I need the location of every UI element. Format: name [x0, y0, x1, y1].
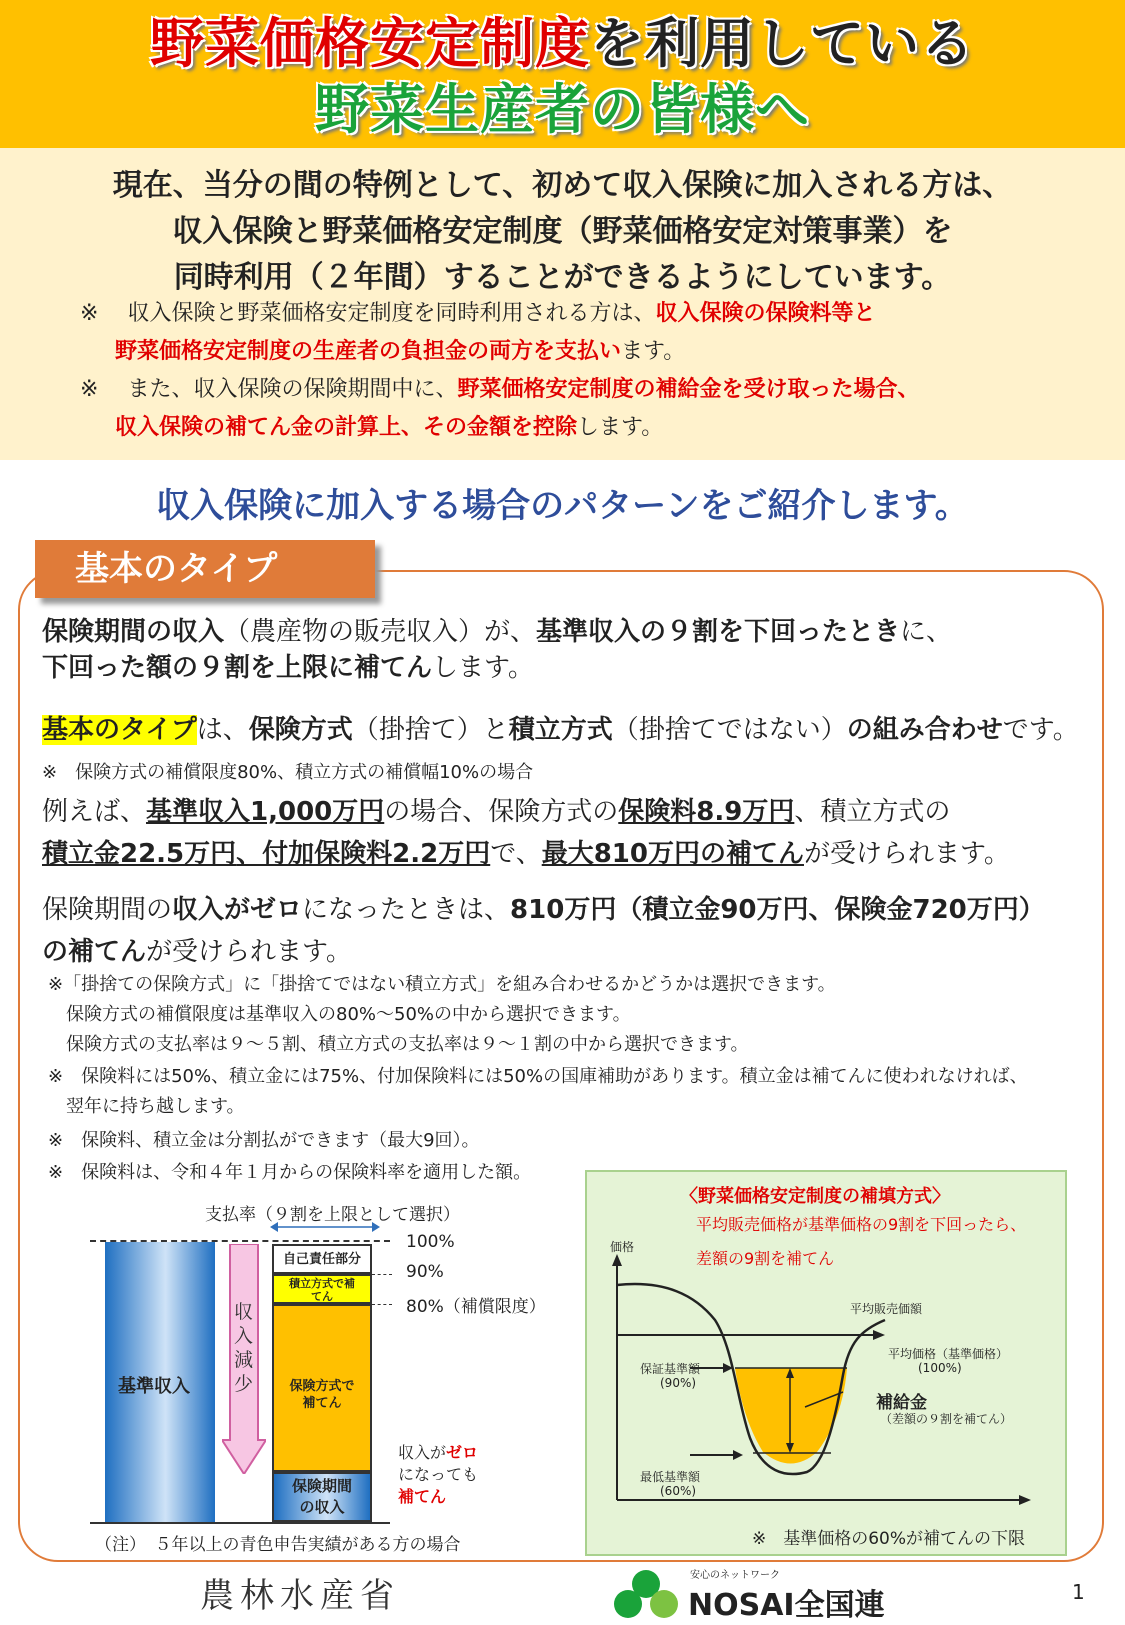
vege-hosho-pct: (90%): [660, 1376, 697, 1390]
basic-para-2: 基本のタイプは、保険方式（掛捨て）と積立方式（掛捨てではない）の組み合わせです。: [42, 715, 1079, 745]
title-highlight: 野菜価格安定制度: [150, 12, 590, 75]
basic-note-list-0: ※「掛捨ての保険方式」に「掛捨てではない積立方式」を組み合わせるかどうかは選択できます。: [48, 974, 836, 995]
vege-avg-label: 平均販売価額: [850, 1302, 923, 1316]
page-number: 1: [1072, 1580, 1085, 1604]
decrease-label: 収入減少: [234, 1301, 254, 1395]
basic-note-list-1: 保険方式の補償限度は基準収入の80%～50%の中から選択できます。: [48, 1004, 631, 1025]
bar-baseline: [90, 1522, 390, 1524]
basic-note-1: ※ 保険方式の補償限度80%、積立方式の補償幅10%の場合: [42, 762, 534, 783]
zero-label: 収入がゼロ になっても 補てん: [398, 1443, 479, 1506]
basic-note-list-4: 翌年に持ち越します。: [48, 1096, 245, 1117]
label-90: 90%: [406, 1262, 444, 1282]
basic-note-list-5: ※ 保険料、積立金は分割払ができます（最大9回）。: [48, 1130, 480, 1151]
intro-line-2: 収入保険と野菜価格安定制度（野菜価格安定対策事業）を: [172, 214, 953, 249]
basic-example-b: 積立金22.5万円、付加保険料2.2万円で、最大810万円の補てんが受けられます。: [42, 839, 1010, 869]
vege-desc-2: 差額の9割を補てん: [696, 1249, 835, 1268]
vege-desc-1: 平均販売価格が基準価格の9割を下回ったら、: [696, 1215, 1027, 1234]
vege-std-label: 平均価格（基準価格）: [888, 1347, 1009, 1361]
intro-note-2: ※ また、収入保険の保険期間中に、野菜価格安定制度の補給金を受け取った場合、: [80, 377, 920, 402]
vege-hosho-label: 保証基準額: [640, 1362, 701, 1376]
payrate-label: 支払率（９割を上限として選択）: [205, 1205, 460, 1225]
vege-kyufu-label: 補給金: [876, 1393, 927, 1413]
vege-yaxis-label: 価格: [610, 1240, 635, 1254]
base-income-label: 基準収入: [118, 1376, 190, 1397]
title-rest: を利用している: [590, 12, 975, 75]
tsumitate-box: 積立方式で補てん: [272, 1274, 372, 1304]
header-title: [0, 14, 1125, 74]
basic-para-1b: 下回った額の９割を上限に補てんします。: [42, 653, 534, 683]
ministry-logo: 農林水産省: [200, 1576, 400, 1616]
basic-note-list-3: ※ 保険料には50%、積立金には75%、付加保険料には50%の国庫補助があります。積立金は補てんに使われなければ、: [48, 1066, 1028, 1087]
basic-para-1: 保険期間の収入（農産物の販売収入）が、基準収入の９割を下回ったときに、: [42, 617, 953, 647]
vege-note: ※ 基準価格の60%が補てんの下限: [752, 1529, 1026, 1549]
label-80: 80%（補償限度）: [406, 1297, 546, 1317]
hoken-box: 保険方式で補てん: [272, 1304, 372, 1472]
vege-kyufu-sub: （差額の９割を補てん）: [880, 1412, 1013, 1426]
basic-note-list-2: 保険方式の支払率は９～５割、積立方式の支払率は９～１割の中から選択できます。: [48, 1034, 749, 1055]
header-subtitle: [0, 80, 1125, 140]
self-responsibility-box: 自己責任部分: [272, 1244, 372, 1274]
vege-title: 〈野菜価格安定制度の補填方式〉: [680, 1186, 950, 1207]
header-banner: [0, 0, 1125, 148]
nosai-tagline: 安心のネットワーク: [690, 1570, 780, 1581]
intro-note-2b: 収入保険の補てん金の計算上、その金額を控除します。: [115, 415, 664, 440]
vege-std-pct: (100%): [918, 1361, 962, 1375]
intro-note-1b: 野菜価格安定制度の生産者の負担金の両方を支払います。: [115, 339, 686, 364]
tick-80: [372, 1304, 392, 1305]
vege-saitei-label: 最低基準額: [640, 1470, 701, 1484]
basic-zero-b: の補てんが受けられます。: [42, 937, 352, 967]
tick-90: [372, 1274, 392, 1275]
subtitle-rest: の皆様へ: [590, 78, 810, 141]
vege-saitei-pct: (60%): [660, 1484, 697, 1498]
nosai-logo: NOSAI全国連: [688, 1588, 885, 1623]
payrate-arrow: [270, 1220, 380, 1234]
basic-zero: 保険期間の収入がゼロになったときは、810万円（積立金90万円、保険金720万円）: [42, 895, 1045, 925]
basic-note-list-6: ※ 保険料は、令和４年１月からの保険料率を適用した額。: [48, 1162, 532, 1183]
basic-type-tab: 基本のタイプ: [35, 540, 375, 598]
nosai-clover-icon: [610, 1566, 682, 1620]
intro-line-1: 現在、当分の間の特例として、初めて収入保険に加入される方は、: [112, 168, 1013, 203]
income-box: 保険期間の収入: [272, 1472, 372, 1522]
intro-section: [0, 148, 1125, 460]
intro-line-3: 同時利用（２年間）することができるようにしています。: [173, 260, 952, 295]
basic-example: 例えば、基準収入1,000万円の場合、保険方式の保険料8.9万円、積立方式の: [42, 797, 951, 827]
diagram-note: （注） ５年以上の青色申告実績がある方の場合: [95, 1535, 461, 1555]
intro-note-1: ※ 収入保険と野菜価格安定制度を同時利用される方は、収入保険の保険料等と: [80, 301, 876, 326]
pattern-title: 収入保険に加入する場合のパターンをご紹介します。: [156, 486, 969, 526]
subtitle-highlight: 野菜生産者: [315, 78, 590, 141]
label-100: 100%: [406, 1232, 455, 1252]
